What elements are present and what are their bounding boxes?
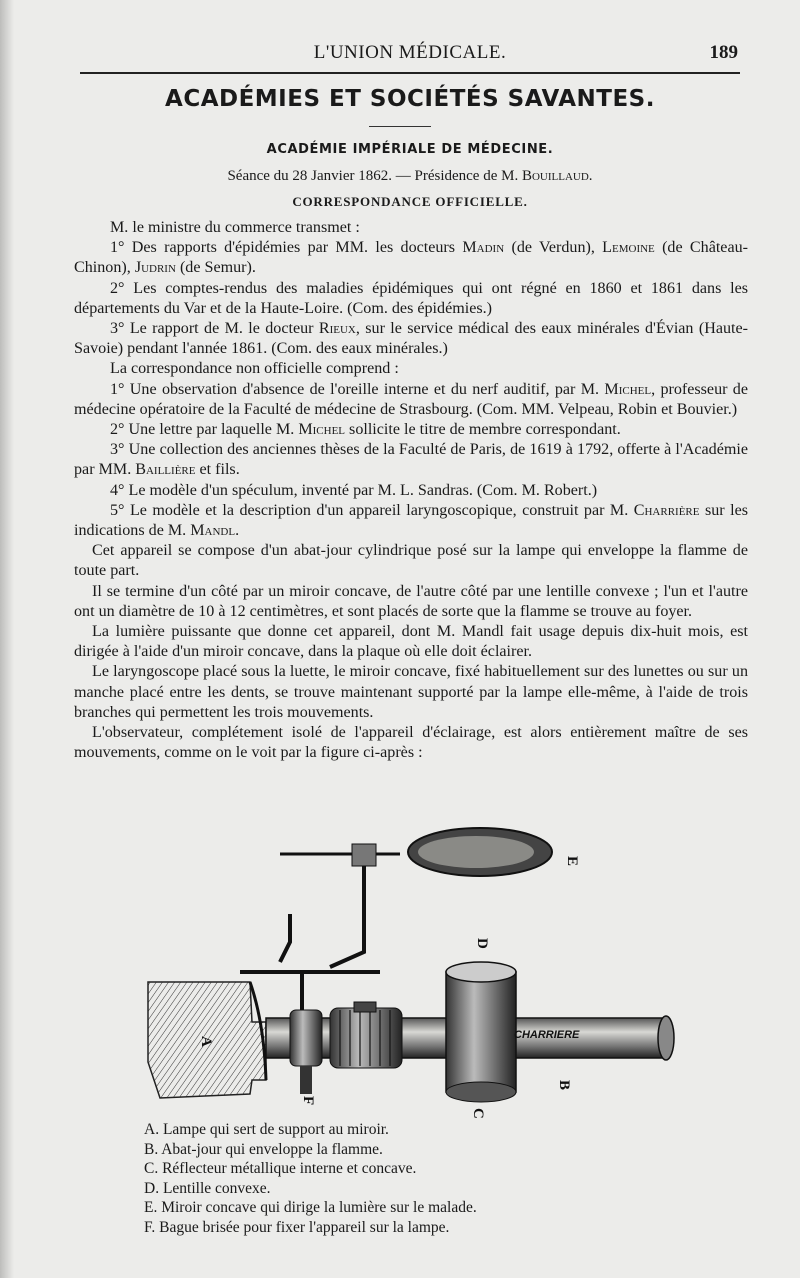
person-name: Michel xyxy=(298,421,346,439)
section-heading: ACADÉMIES ET SOCIÉTÉS SAVANTES. xyxy=(165,86,655,112)
label-C: C xyxy=(470,1108,486,1119)
paragraph: 2° Les comptes-rendus des maladies épidémiques qui ont régné en 1860 et 1861 dans les départements du Var et de la Haute-Loire. (Com. des épidémies.) xyxy=(74,279,748,317)
seance-suffix: . xyxy=(588,168,593,184)
running-title: L'UNION MÉDICALE. xyxy=(313,42,507,63)
article-body xyxy=(74,218,748,763)
paragraph: 3° Le rapport de M. le docteur Rieux, sur le service médical des eaux minérales d'Évian (Haute-Savoie) pendant l'année 1861. (Com. des eaux minérales.) xyxy=(74,320,748,358)
figure-legend xyxy=(144,1120,704,1237)
legend-item: B. Abat-jour qui enveloppe la flamme. xyxy=(144,1140,383,1158)
label-B: B xyxy=(556,1080,572,1091)
header-rule xyxy=(80,72,740,74)
heading-divider xyxy=(369,126,431,127)
paragraph: La correspondance non officielle comprend : xyxy=(110,360,399,378)
president-name: Bouillaud xyxy=(521,168,589,184)
seance-line xyxy=(78,168,742,185)
legend-item: C. Réflecteur métallique interne et concave. xyxy=(144,1160,417,1177)
person-name: Michel xyxy=(604,380,652,398)
paragraph: M. le ministre du commerce transmet : xyxy=(110,219,360,236)
label-E: E xyxy=(564,856,580,867)
concave-mirror xyxy=(408,828,552,876)
legend-item: A. Lampe qui sert de support au miroir. xyxy=(144,1121,389,1138)
page-number: 189 xyxy=(709,42,738,63)
correspondance-heading: CORRESPONDANCE OFFICIELLE. xyxy=(292,194,528,209)
paragraph: 1° Une observation d'absence de l'oreille interne et du nerf auditif, par M. Michel, professeur de médecine opératoire de la Faculté de médecine de Strasbourg. (Com. MM. Velpeau, Robin et Bouvier.) xyxy=(74,380,748,418)
paragraph: Cet appareil se compose d'un abat-jour cylindrique posé sur la lampe qui enveloppe la flamme de toute part. xyxy=(74,542,748,580)
person-name: Rieux xyxy=(318,320,356,338)
convex-lens xyxy=(658,1016,674,1060)
seance-prefix: Séance du 28 Janvier 1862. — Présidence de M. xyxy=(227,168,522,184)
paragraph: 5° Le modèle et la description d'un appareil laryngoscopique, construit par M. Charrière sur les indications de M. Mandl. xyxy=(74,501,748,540)
person-name: Charrière xyxy=(633,501,700,519)
person-name: Madin xyxy=(462,239,505,257)
laryngoscope-illustration xyxy=(140,822,680,1122)
page-gutter-shadow xyxy=(0,0,14,1278)
running-header xyxy=(78,38,742,68)
paragraph: Le laryngoscope placé sous la luette, le miroir concave, fixé habituellement sur des lunettes ou sur un manche placé entre les dents, se trouve maintenant supporté par la lampe elle-même, à l'aide de trois branches qui permettent les trois mouvements. xyxy=(74,663,748,721)
reflector-cylinder xyxy=(446,962,516,1102)
paragraph: Il se termine d'un côté par un miroir concave, de l'autre côté par une lentille convexe ; l'un et l'autre ont un diamètre de 10 à 12 centimètres, et sont placés de sorte que la flamme se trouve au foyer. xyxy=(74,582,748,620)
paragraph: 4° Le modèle d'un spéculum, inventé par M. L. Sandras. (Com. M. Robert.) xyxy=(110,481,598,499)
person-name: Baillière xyxy=(135,461,196,479)
paragraph: 3° Une collection des anciennes thèses de la Faculté de Paris, de 1619 à 1792, offerte à l'Académie par MM. Baillière et fils. xyxy=(74,441,748,479)
paragraph: 2° Une lettre par laquelle M. Michel sollicite le titre de membre correspondant. xyxy=(110,421,621,439)
label-A: A xyxy=(198,1036,214,1047)
paragraph: La lumière puissante que donne cet appareil, dont M. Mandl fait usage depuis dix-huit mois, est dirigée à l'aide d'un miroir concave, dans la plaque où elle doit éclairer. xyxy=(74,623,748,661)
mirror-arm xyxy=(240,844,400,1010)
person-name: Lemoine xyxy=(602,239,655,257)
clamp-ring xyxy=(290,1002,402,1094)
academy-heading: ACADÉMIE IMPÉRIALE DE MÉDECINE. xyxy=(266,142,554,157)
paragraph: L'observateur, complétement isolé de l'appareil d'éclairage, est alors entièrement maître de ses mouvements, comme on le voit par la figure ci-après : xyxy=(74,724,748,762)
paragraph: 1° Des rapports d'épidémies par MM. les docteurs Madin (de Verdun), Lemoine (de Château-Chinon), Judrin (de Semur). xyxy=(74,239,748,277)
person-name: Judrin xyxy=(134,259,176,277)
label-F: F xyxy=(300,1096,316,1106)
legend-item: F. Bague brisée pour fixer l'appareil sur la lampe. xyxy=(144,1218,450,1236)
label-D: D xyxy=(474,938,490,949)
maker-mark: CHARRIERE xyxy=(514,1029,580,1041)
legend-item: D. Lentille convexe. xyxy=(144,1179,271,1197)
legend-item: E. Miroir concave qui dirige la lumière sur le malade. xyxy=(144,1199,477,1216)
person-name: Mandl xyxy=(190,522,236,540)
